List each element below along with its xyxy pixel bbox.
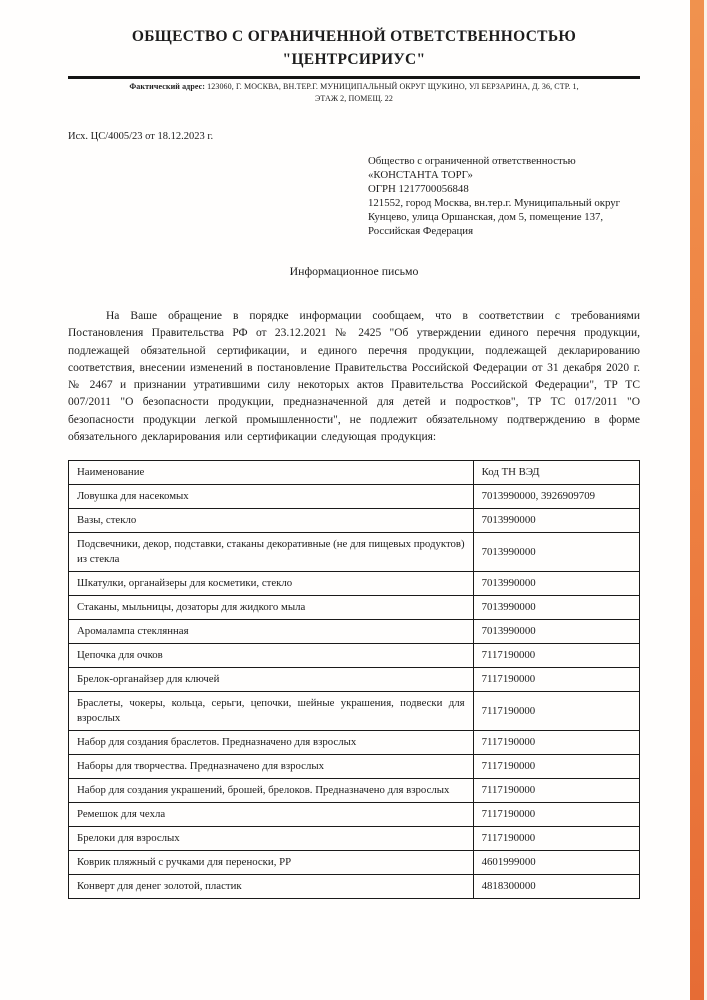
product-name-cell: Браслеты, чокеры, кольца, серьги, цепочки, шейные украшения, подвески для взрослых	[69, 692, 474, 731]
column-header-tnved-code: Код ТН ВЭД	[473, 461, 639, 485]
table-row	[69, 803, 640, 827]
product-name-cell: Вазы, стекло	[69, 509, 474, 533]
table-row	[69, 620, 640, 644]
recipient-line: 121552, город Москва, вн.тер.г. Муниципальный округ	[368, 197, 621, 209]
table-row	[69, 779, 640, 803]
letterhead-org-name	[68, 0, 640, 71]
tnved-code-cell: 7013990000	[473, 509, 639, 533]
address-line1	[68, 81, 640, 93]
table-row	[69, 596, 640, 620]
product-name-cell: Наборы для творчества. Предназначено для взрослых	[69, 755, 474, 779]
products-table	[68, 460, 640, 899]
recipient-line: «КОНСТАНТА ТОРГ»	[368, 169, 473, 181]
document-content	[68, 0, 640, 899]
product-name-cell: Конверт для денег золотой, пластик	[69, 875, 474, 899]
letter-body-paragraph: На Ваше обращение в порядке информации сообщаем, что в соответствии с требованиями Постановления Правительства РФ от 23.12.2021 № 2425 "Об утверждении единого перечня продукции, подлежащей обязательной сертификации, и единого перечня продукции, подлежащей декларированию соответствия, внесении изменений в постановление Правительства Российской Федерации от 31 декабря 2020 г. № 2467 и признании утратившими силу некоторых актов Правительства Российской Федерации", ТР ТС 007/2011 "О безопасности продукции, предназначенной для детей и подростков", ТР ТС 017/2011 "О безопасности продукции легкой промышленности", не подлежит обязательному подтверждению в форме обязательного декларирования или сертификации следующая продукция:	[68, 310, 640, 444]
right-accent-stripe	[690, 0, 704, 1000]
table-row	[69, 851, 640, 875]
letter-title: Информационное письмо	[289, 264, 419, 278]
table-row	[69, 692, 640, 731]
tnved-code-cell: 7013990000	[473, 596, 639, 620]
product-name-cell: Ловушка для насекомых	[69, 485, 474, 509]
product-name-cell: Стаканы, мыльницы, дозаторы для жидкого мыла	[69, 596, 474, 620]
tnved-code-cell: 4601999000	[473, 851, 639, 875]
tnved-code-cell: 7013990000	[473, 533, 639, 572]
recipient-block	[368, 154, 640, 238]
table-row	[69, 755, 640, 779]
tnved-code-cell: 7117190000	[473, 644, 639, 668]
table-header-row	[69, 461, 640, 485]
table-row	[69, 731, 640, 755]
table-row	[69, 875, 640, 899]
org-name-line2: "ЦЕНТРСИРИУС"	[282, 51, 426, 68]
tnved-code-cell: 7117190000	[473, 779, 639, 803]
address-label: Фактический адрес:	[129, 82, 206, 91]
tnved-code-cell: 7013990000	[473, 572, 639, 596]
product-name-cell: Брелоки для взрослых	[69, 827, 474, 851]
table-row	[69, 572, 640, 596]
product-name-cell: Брелок-органайзер для ключей	[69, 668, 474, 692]
product-name-cell: Набор для создания браслетов. Предназначено для взрослых	[69, 731, 474, 755]
product-name-cell: Коврик пляжный с ручками для переноски, PP	[69, 851, 474, 875]
tnved-code-cell: 7117190000	[473, 755, 639, 779]
tnved-code-cell: 7117190000	[473, 827, 639, 851]
outgoing-reference: Исх. ЦС/4005/23 от 18.12.2023 г.	[68, 131, 214, 142]
recipient-line: Кунцево, улица Оршанская, дом 5, помещение 137,	[368, 211, 604, 223]
table-row	[69, 827, 640, 851]
recipient-line: Общество с ограниченной ответственностью	[368, 155, 576, 167]
tnved-code-cell: 7013990000, 3926909709	[473, 485, 639, 509]
address-value-line2: ЭТАЖ 2, ПОМЕЩ. 22	[314, 93, 394, 103]
table-row	[69, 485, 640, 509]
letterhead-address	[68, 81, 640, 104]
tnved-code-cell: 7117190000	[473, 731, 639, 755]
tnved-code-cell: 7117190000	[473, 692, 639, 731]
product-name-cell: Аромалампа стеклянная	[69, 620, 474, 644]
product-name-cell: Подсвечники, декор, подставки, стаканы декоративные (не для пищевых продуктов) из стекла	[69, 533, 474, 572]
product-name-cell: Цепочка для очков	[69, 644, 474, 668]
table-row	[69, 668, 640, 692]
table-body	[69, 485, 640, 899]
recipient-line: ОГРН 1217700056848	[368, 183, 469, 195]
org-name-line1: ОБЩЕСТВО С ОГРАНИЧЕННОЙ ОТВЕТСТВЕННОСТЬЮ	[131, 28, 577, 45]
tnved-code-cell: 7117190000	[473, 803, 639, 827]
tnved-code-cell: 4818300000	[473, 875, 639, 899]
column-header-name: Наименование	[69, 461, 474, 485]
product-name-cell: Набор для создания украшений, брошей, брелоков. Предназначено для взрослых	[69, 779, 474, 803]
table-row	[69, 533, 640, 572]
product-name-cell: Шкатулки, органайзеры для косметики, стекло	[69, 572, 474, 596]
tnved-code-cell: 7013990000	[473, 620, 639, 644]
table-row	[69, 509, 640, 533]
address-value-line1: 123060, Г. МОСКВА, ВН.ТЕР.Г. МУНИЦИПАЛЬНЫЙ ОКРУГ ЩУКИНО, УЛ БЕРЗАРИНА, Д. 36, СТР. 1,	[207, 82, 579, 91]
table-row	[69, 644, 640, 668]
recipient-line: Российская Федерация	[368, 225, 474, 237]
letterhead-divider	[68, 76, 640, 79]
product-name-cell: Ремешок для чехла	[69, 803, 474, 827]
tnved-code-cell: 7117190000	[473, 668, 639, 692]
